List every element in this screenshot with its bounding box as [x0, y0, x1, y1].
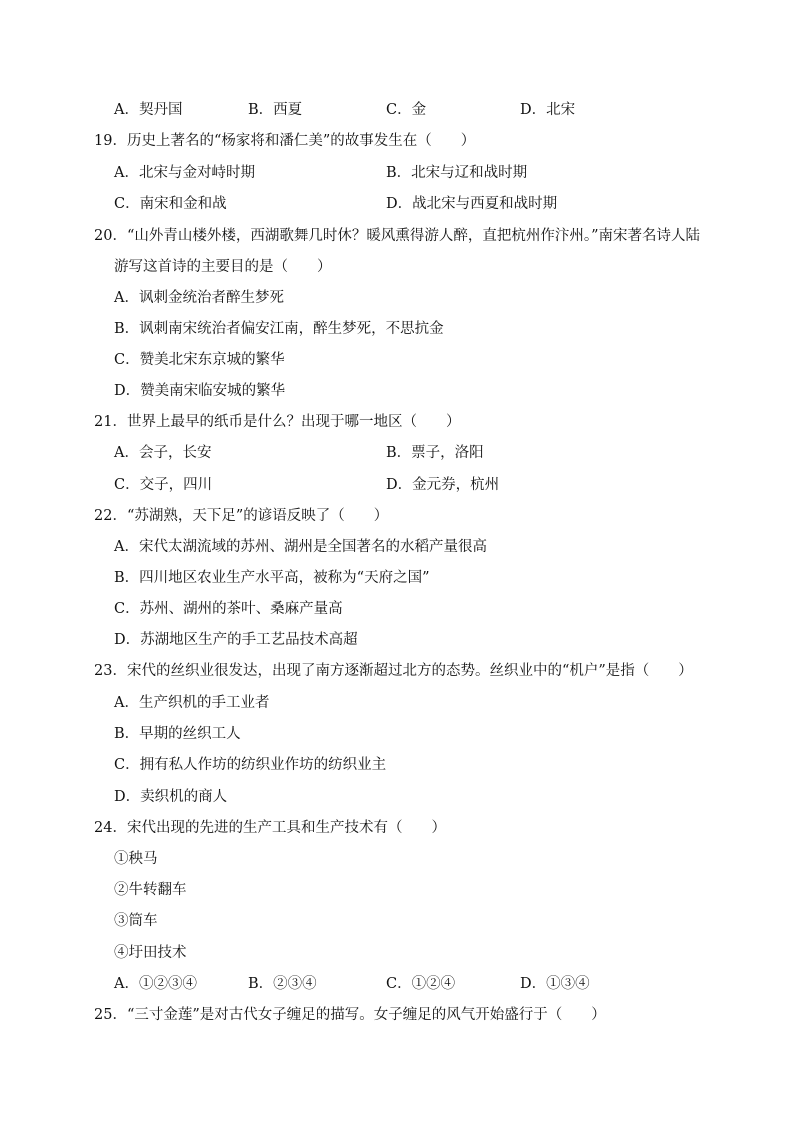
question-24-option-d[interactable]: D．①③④ [520, 976, 590, 992]
question-23-option-d[interactable]: D．卖织机的商人 [114, 789, 228, 805]
question-24-item-4: ④圩田技术 [114, 945, 187, 961]
question-22-option-b[interactable]: B．四川地区农业生产水平高，被称为“天府之国” [114, 570, 430, 586]
question-24-option-b[interactable]: B．②③④ [248, 976, 317, 992]
question-21-option-d[interactable]: D．金元券，杭州 [386, 477, 500, 493]
question-19-option-b[interactable]: B．北宋与辽和战时期 [386, 165, 528, 181]
question-23-option-b[interactable]: B．早期的丝织工人 [114, 726, 241, 742]
question-24-item-3: ③筒车 [114, 913, 158, 929]
question-22-stem: 22．“苏湖熟，天下足”的谚语反映了（ ） [94, 508, 389, 524]
question-20-option-c[interactable]: C．赞美北宋东京城的繁华 [114, 352, 285, 368]
question-19-option-c[interactable]: C．南宋和金和战 [114, 196, 227, 212]
question-19-option-d[interactable]: D．战北宋与西夏和战时期 [386, 196, 558, 212]
question-20-option-b[interactable]: B．讽刺南宋统治者偏安江南，醉生梦死，不思抗金 [114, 321, 444, 337]
question-22-option-a[interactable]: A．宋代太湖流域的苏州、湖州是全国著名的水稻产量很高 [114, 539, 487, 555]
question-24-option-a[interactable]: A．①②③④ [114, 976, 197, 992]
question-19-option-a[interactable]: A．北宋与金对峙时期 [114, 165, 255, 181]
question-21-option-c[interactable]: C．交子，四川 [114, 477, 213, 493]
option-d[interactable]: D．北宋 [520, 102, 576, 118]
question-24-item-2: ②牛转翻车 [114, 882, 187, 898]
question-20-stem-cont: 游写这首诗的主要目的是（ ） [114, 259, 332, 275]
question-20-stem: 20．“山外青山楼外楼，西湖歌舞几时休？暖风熏得游人醉，直把杭州作汴州。”南宋著名诗人陆 [94, 228, 701, 244]
question-21-stem: 21．世界上最早的纸币是什么？出现于哪一地区（ ） [94, 414, 461, 430]
option-a[interactable]: A．契丹国 [114, 102, 183, 118]
question-21-option-a[interactable]: A．会子，长安 [114, 445, 212, 461]
question-22-option-d[interactable]: D．苏湖地区生产的手工艺品技术高超 [114, 632, 358, 648]
question-19-stem: 19．历史上著名的“杨家将和潘仁美”的故事发生在（ ） [94, 133, 476, 149]
option-c[interactable]: C．金 [386, 102, 427, 118]
question-20-option-a[interactable]: A．讽刺金统治者醉生梦死 [114, 290, 284, 306]
question-23-option-c[interactable]: C．拥有私人作坊的纺织业作坊的纺织业主 [114, 757, 387, 773]
question-24-option-c[interactable]: C．①②④ [386, 976, 456, 992]
option-b[interactable]: B．西夏 [248, 102, 303, 118]
question-24-stem: 24．宋代出现的先进的生产工具和生产技术有（ ） [94, 820, 446, 836]
question-20-option-d[interactable]: D．赞美南宋临安城的繁华 [114, 383, 286, 399]
question-23-option-a[interactable]: A．生产织机的手工业者 [114, 695, 270, 711]
question-23-stem: 23．宋代的丝织业很发达，出现了南方逐渐超过北方的态势。丝织业中的“机户”是指（ ） [94, 663, 693, 679]
question-21-option-b[interactable]: B．票子，洛阳 [386, 445, 484, 461]
question-22-option-c[interactable]: C．苏州、湖州的茶叶、桑麻产量高 [114, 601, 343, 617]
question-24-item-1: ①秧马 [114, 851, 158, 867]
question-25-stem: 25．“三寸金莲”是对古代女子缠足的描写。女子缠足的风气开始盛行于（ ） [94, 1007, 606, 1023]
